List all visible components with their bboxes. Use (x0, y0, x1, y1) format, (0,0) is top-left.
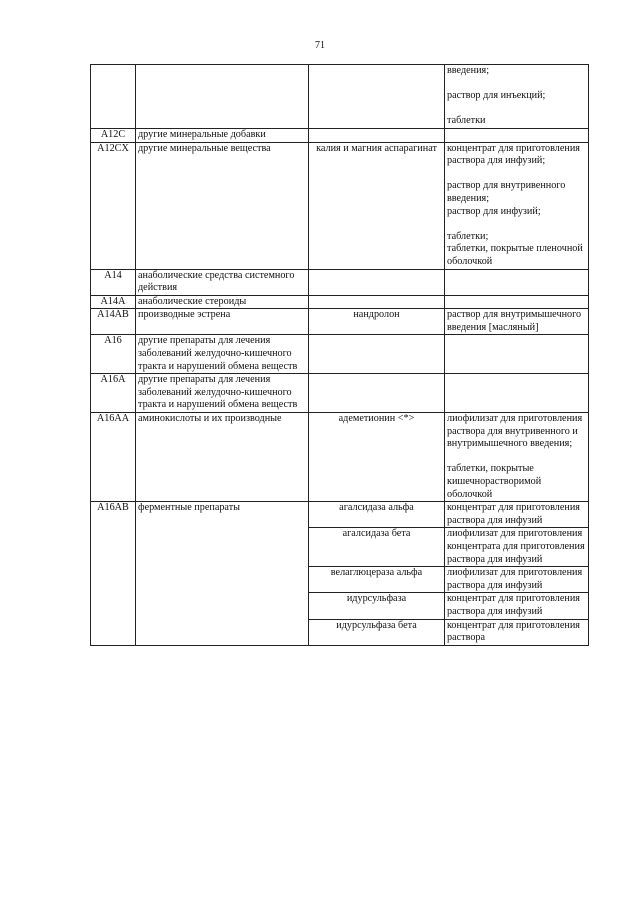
drug-name-cell (309, 269, 445, 295)
atc-code-cell: A12CX (91, 142, 136, 269)
dosage-form-line: таблетки; (447, 230, 489, 242)
dosage-form-line: таблетки (447, 115, 486, 127)
dosage-form-line: таблетки, покрытые кишечнорастворимой оболочкой (447, 463, 544, 500)
group-name-cell: другие препараты для лечения заболеваний желудочно-кишечного тракта и нарушений обмена веществ (136, 374, 309, 413)
dosage-form-cell (445, 619, 589, 645)
group-name-cell (136, 65, 309, 129)
drug-name-cell: адеметионин <*> (309, 413, 445, 502)
drug-name-cell: калия и магния аспарагинат (309, 142, 445, 269)
atc-code-cell: A16AA (91, 413, 136, 502)
group-name-cell: аминокислоты и их производные (136, 413, 309, 502)
dosage-form-cell (445, 413, 589, 502)
drug-table (90, 64, 589, 646)
dosage-form-cell (445, 374, 589, 413)
group-name-cell: другие минеральные добавки (136, 128, 309, 142)
drug-name-cell: идурсульфаза (309, 593, 445, 619)
atc-code-cell: A14A (91, 295, 136, 309)
dosage-form-line: раствор для внутримышечного введения [масляный] (447, 309, 584, 333)
table-row (91, 128, 589, 142)
table-row (91, 374, 589, 413)
dosage-form-line: лиофилизат для приготовления раствора для внутривенного и внутримышечного введения; (447, 413, 585, 450)
dosage-form-cell (445, 128, 589, 142)
drug-name-cell: агалсидаза бета (309, 528, 445, 567)
group-name-cell: анаболические стероиды (136, 295, 309, 309)
dosage-form-line: лиофилизат для приготовления концентрата для приготовления раствора для инфузий (447, 528, 588, 565)
page-number: 71 (315, 40, 325, 51)
drug-name-cell (309, 295, 445, 309)
dosage-form-cell (445, 269, 589, 295)
table-row (91, 309, 589, 335)
dosage-form-cell (445, 309, 589, 335)
dosage-form-line: концентрат для приготовления раствора для инфузий (447, 502, 583, 526)
atc-code-cell: A16AB (91, 502, 136, 646)
dosage-form-cell (445, 295, 589, 309)
drug-name-cell (309, 128, 445, 142)
dosage-form-cell (445, 502, 589, 528)
table-row (91, 335, 589, 374)
dosage-form-line: лиофилизат для приготовления раствора для инфузий (447, 567, 585, 591)
drug-name-cell (309, 335, 445, 374)
dosage-form-line: введения; (447, 65, 490, 76)
dosage-form-line: таблетки, покрытые пленочной оболочкой (447, 243, 586, 267)
atc-code-cell: A14 (91, 269, 136, 295)
group-name-cell: другие минеральные вещества (136, 142, 309, 269)
dosage-form-cell (445, 335, 589, 374)
dosage-form-line: раствор для инфузий; (447, 205, 541, 217)
dosage-form-line: концентрат для приготовления раствора для инфузий; (447, 142, 583, 167)
table-row (91, 502, 589, 528)
dosage-form-cell (445, 593, 589, 619)
group-name-cell: анаболические средства системного действия (136, 269, 309, 295)
drug-name-cell: агалсидаза альфа (309, 502, 445, 528)
atc-code-cell: A14AB (91, 309, 136, 335)
table-row (91, 269, 589, 295)
dosage-form-line (447, 103, 586, 116)
dosage-form-cell (445, 142, 589, 269)
drug-name-cell (309, 65, 445, 129)
dosage-form-line (447, 78, 586, 91)
atc-code-cell: A16A (91, 374, 136, 413)
table-row (91, 295, 589, 309)
dosage-form-cell (445, 528, 589, 567)
drug-name-cell (309, 374, 445, 413)
atc-code-cell: A16 (91, 335, 136, 374)
group-name-cell: другие препараты для лечения заболеваний желудочно-кишечного тракта и нарушений обмена веществ (136, 335, 309, 374)
dosage-form-line: раствор для внутривенного введения; (447, 180, 568, 204)
group-name-cell: производные эстрена (136, 309, 309, 335)
dosage-form-line (447, 168, 586, 181)
table-row (91, 142, 589, 269)
dosage-form-line: концентрат для приготовления раствора (447, 619, 583, 644)
dosage-form-cell (445, 567, 589, 593)
dosage-form-line (447, 451, 586, 464)
drug-name-cell: идурсульфаза бета (309, 619, 445, 645)
drug-name-cell: нандролон (309, 309, 445, 335)
dosage-form-line: концентрат для приготовления раствора для инфузий (447, 593, 583, 617)
group-name-cell: ферментные препараты (136, 502, 309, 646)
dosage-form-line: раствор для инъекций; (447, 90, 546, 102)
atc-code-cell: A12C (91, 128, 136, 142)
table-row (91, 413, 589, 502)
table-row (91, 65, 589, 129)
drug-name-cell: велаглюцераза альфа (309, 567, 445, 593)
atc-code-cell (91, 65, 136, 129)
dosage-form-line (447, 218, 586, 231)
dosage-form-cell (445, 65, 589, 129)
